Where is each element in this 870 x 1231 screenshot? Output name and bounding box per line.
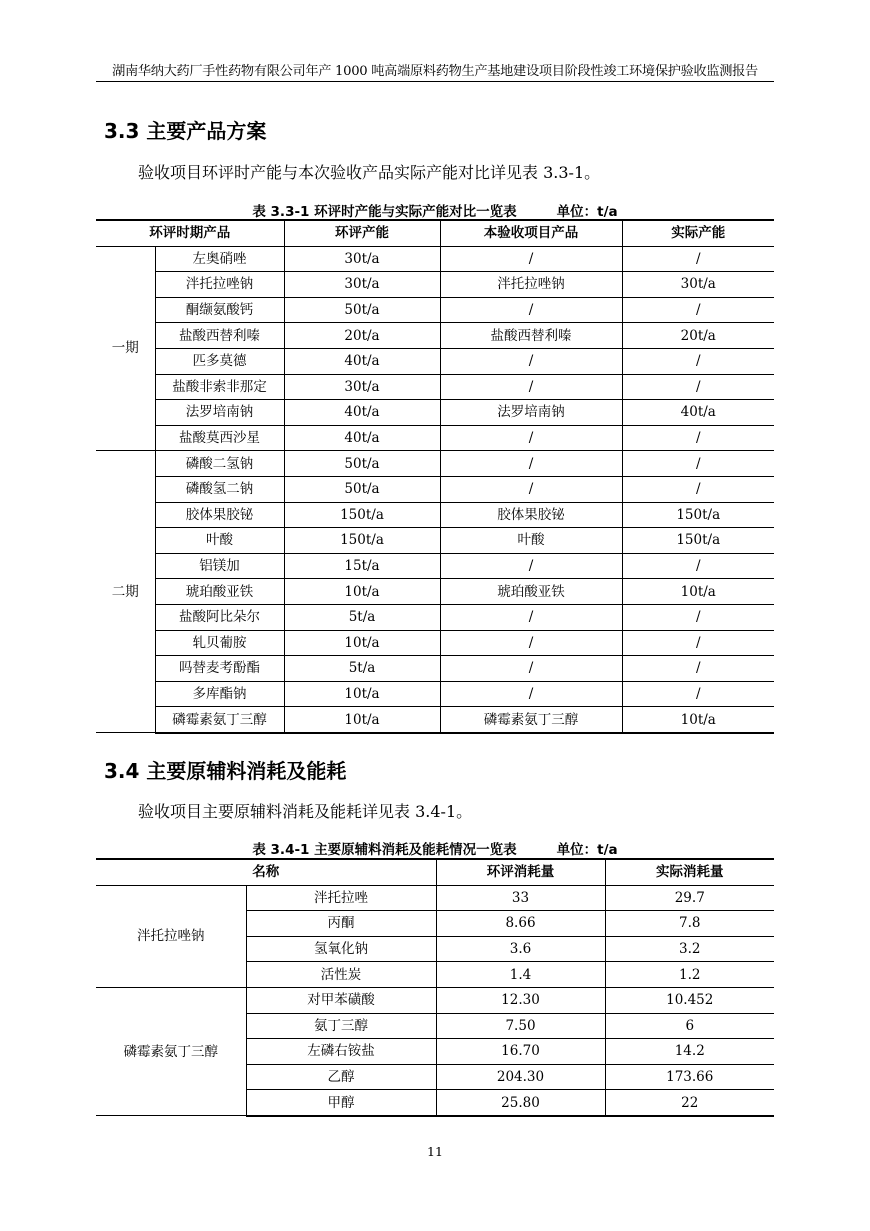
table-row (96, 246, 774, 272)
table-cell: 30t/a (284, 246, 440, 272)
table-cell: 40t/a (622, 400, 774, 426)
table-cell: 丙酮 (246, 911, 436, 937)
table-cell: 40t/a (284, 400, 440, 426)
table-row (96, 885, 774, 911)
table-row (96, 528, 774, 554)
table-row (96, 348, 774, 374)
column-header: 环评消耗量 (436, 859, 605, 885)
table-cell: 盐酸西替利嗪 (155, 323, 284, 349)
table-cell: 40t/a (284, 348, 440, 374)
table-cell: 盐酸非索非那定 (155, 374, 284, 400)
table-cell: 铝镁加 (155, 553, 284, 579)
table-cell: / (622, 476, 774, 502)
table-caption-title: 表 3.3-1 环评时产能与实际产能对比一览表 (252, 204, 517, 220)
table-cell: 20t/a (284, 323, 440, 349)
table-cell: 法罗培南钠 (155, 400, 284, 426)
section-3-3-paragraph: 验收项目环评时产能与本次验收产品实际产能对比详见表 3.3-1。 (138, 163, 601, 182)
table-row (96, 579, 774, 605)
table-row (96, 476, 774, 502)
table-cell: 30t/a (284, 374, 440, 400)
table-cell: 7.50 (436, 1013, 605, 1039)
phase-label: 一期 (96, 246, 155, 451)
table-cell: 乙醇 (246, 1064, 436, 1090)
table-cell: 吗替麦考酚酯 (155, 656, 284, 682)
table-caption-title: 表 3.4-1 主要原辅料消耗及能耗情况一览表 (252, 842, 517, 858)
table-cell: / (440, 425, 622, 451)
table-cell: 泮托拉唑 (246, 885, 436, 911)
table-cell: 3.2 (605, 936, 774, 962)
table-cell: / (622, 553, 774, 579)
table-cell: 25.80 (436, 1090, 605, 1116)
phase-label: 二期 (96, 451, 155, 733)
page-header: 湖南华纳大药厂手性药物有限公司年产 1000 吨高端原料药物生产基地建设项目阶段性竣工环境保护验收监测报告 (112, 64, 758, 79)
table-cell: 活性炭 (246, 962, 436, 988)
table-cell: 多库酯钠 (155, 681, 284, 707)
table-cell: 泮托拉唑钠 (155, 272, 284, 298)
table-cell: 10t/a (284, 579, 440, 605)
table-cell: 30t/a (284, 272, 440, 298)
table-cell: 磷酸氢二钠 (155, 476, 284, 502)
column-header: 实际产能 (622, 220, 774, 246)
table-row (96, 272, 774, 298)
table-cell: 29.7 (605, 885, 774, 911)
table-cell: 盐酸阿比朵尔 (155, 604, 284, 630)
table-cell: / (440, 604, 622, 630)
table-cell: 泮托拉唑钠 (440, 272, 622, 298)
table-cell: 3.6 (436, 936, 605, 962)
product-group-label: 泮托拉唑钠 (96, 885, 246, 987)
table-cell: / (440, 476, 622, 502)
table-cell: 5t/a (284, 656, 440, 682)
table-cell: 法罗培南钠 (440, 400, 622, 426)
table-cell: / (440, 630, 622, 656)
column-header: 实际消耗量 (605, 859, 774, 885)
table-cell: / (440, 374, 622, 400)
table-row (96, 323, 774, 349)
materials-consumption-table (96, 858, 774, 1117)
table-cell: / (622, 297, 774, 323)
capacity-comparison-table (96, 219, 774, 734)
table-cell: 10t/a (284, 681, 440, 707)
table-cell: 10.452 (605, 987, 774, 1013)
table-cell: 甲醇 (246, 1090, 436, 1116)
table-row (96, 374, 774, 400)
table-cell: 40t/a (284, 425, 440, 451)
table-caption-unit: 单位：t/a (556, 842, 618, 858)
table-cell: / (440, 297, 622, 323)
table-row (96, 502, 774, 528)
table-cell: 琥珀酸亚铁 (155, 579, 284, 605)
table-cell: / (622, 348, 774, 374)
table-cell: 胶体果胶铋 (155, 502, 284, 528)
table-cell: / (622, 425, 774, 451)
table-cell: 14.2 (605, 1039, 774, 1065)
section-heading-3-4: 3.4 主要原辅料消耗及能耗 (104, 759, 347, 783)
table-row (96, 400, 774, 426)
table-row (96, 707, 774, 733)
table-cell: / (622, 246, 774, 272)
table-cell: 琥珀酸亚铁 (440, 579, 622, 605)
table-cell: 150t/a (622, 502, 774, 528)
table-cell: 磷霉素氨丁三醇 (440, 707, 622, 733)
table-cell: 叶酸 (155, 528, 284, 554)
table-cell: / (440, 681, 622, 707)
table-cell: 173.66 (605, 1064, 774, 1090)
table-3-3-1-caption (96, 200, 774, 220)
table-cell: 204.30 (436, 1064, 605, 1090)
product-group-label: 磷霉素氨丁三醇 (96, 987, 246, 1115)
table-cell: / (440, 348, 622, 374)
table-cell: 盐酸西替利嗪 (440, 323, 622, 349)
table-cell: 10t/a (622, 707, 774, 733)
table-row (96, 681, 774, 707)
table-row (96, 987, 774, 1013)
table-row (96, 630, 774, 656)
table-cell: 氢氧化钠 (246, 936, 436, 962)
table-cell: 30t/a (622, 272, 774, 298)
table-cell: / (622, 681, 774, 707)
table-caption-unit: 单位：t/a (556, 204, 618, 220)
table-cell: 10t/a (284, 707, 440, 733)
column-header: 名称 (96, 859, 436, 885)
table-cell: 6 (605, 1013, 774, 1039)
table-cell: 1.4 (436, 962, 605, 988)
table-cell: / (440, 656, 622, 682)
table-cell: 匹多莫德 (155, 348, 284, 374)
table-row (96, 604, 774, 630)
table-cell: 对甲苯磺酸 (246, 987, 436, 1013)
column-header: 环评时期产品 (96, 220, 284, 246)
table-cell: / (440, 451, 622, 477)
table-cell: 22 (605, 1090, 774, 1116)
table-cell: 50t/a (284, 297, 440, 323)
table-cell: 左磷右铵盐 (246, 1039, 436, 1065)
table-cell: 150t/a (622, 528, 774, 554)
column-header: 环评产能 (284, 220, 440, 246)
page-number: 11 (427, 1144, 443, 1159)
header-rule (96, 81, 774, 82)
table-cell: / (622, 630, 774, 656)
table-cell: 7.8 (605, 911, 774, 937)
table-cell: 16.70 (436, 1039, 605, 1065)
table-cell: 50t/a (284, 451, 440, 477)
table-cell: 12.30 (436, 987, 605, 1013)
table-cell: / (440, 553, 622, 579)
table-cell: 10t/a (622, 579, 774, 605)
table-cell: 酮缬氨酸钙 (155, 297, 284, 323)
section-heading-3-3: 3.3 主要产品方案 (104, 119, 267, 143)
table-cell: 叶酸 (440, 528, 622, 554)
table-cell: / (440, 246, 622, 272)
column-header: 本验收项目产品 (440, 220, 622, 246)
table-cell: 左奥硝唑 (155, 246, 284, 272)
table-cell: 轧贝葡胺 (155, 630, 284, 656)
table-cell: 150t/a (284, 528, 440, 554)
table-cell: / (622, 604, 774, 630)
table-row (96, 656, 774, 682)
table-cell: 5t/a (284, 604, 440, 630)
table-cell: 33 (436, 885, 605, 911)
table-cell: 8.66 (436, 911, 605, 937)
table-row (96, 297, 774, 323)
table-row (96, 425, 774, 451)
table-row (96, 553, 774, 579)
section-3-4-paragraph: 验收项目主要原辅料消耗及能耗详见表 3.4-1。 (138, 802, 473, 821)
table-cell: / (622, 656, 774, 682)
table-3-4-1-caption (96, 838, 774, 858)
table-cell: / (622, 451, 774, 477)
table-cell: / (622, 374, 774, 400)
table-cell: 150t/a (284, 502, 440, 528)
table-cell: 20t/a (622, 323, 774, 349)
table-cell: 50t/a (284, 476, 440, 502)
table-cell: 盐酸莫西沙星 (155, 425, 284, 451)
table-header-row (96, 220, 774, 246)
table-header-row (96, 859, 774, 885)
table-row (96, 451, 774, 477)
table-cell: 1.2 (605, 962, 774, 988)
table-cell: 胶体果胶铋 (440, 502, 622, 528)
table-cell: 15t/a (284, 553, 440, 579)
table-cell: 磷酸二氢钠 (155, 451, 284, 477)
table-cell: 氨丁三醇 (246, 1013, 436, 1039)
table-cell: 10t/a (284, 630, 440, 656)
table-cell: 磷霉素氨丁三醇 (155, 707, 284, 733)
